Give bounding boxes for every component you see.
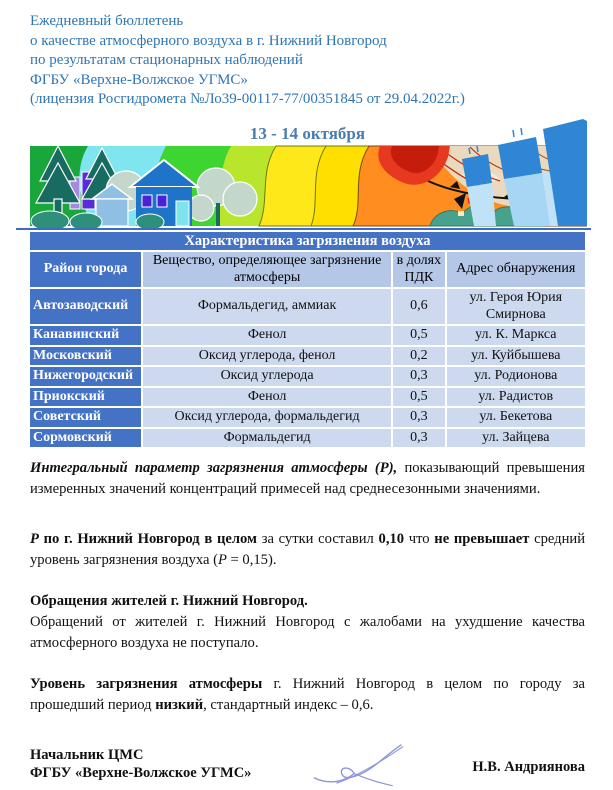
- address-cell: ул. Родионова: [446, 366, 586, 387]
- doc-header-line-5: (лицензия Росгидромета №Ло39-00117-77/00351845 от 29.04.2022г.): [30, 91, 465, 107]
- spacer: [30, 500, 585, 520]
- signer-position-line2: ФГБУ «Верхне-Волжское УГМС»: [30, 765, 252, 781]
- district-cell: Советский: [29, 407, 142, 428]
- address-cell: ул. Зайцева: [446, 428, 586, 449]
- table-row: [29, 325, 586, 346]
- table-title-row: [29, 231, 586, 252]
- substance-cell: Фенол: [142, 387, 392, 408]
- pdk-cell: 0,5: [392, 387, 445, 408]
- signer-position: [30, 746, 251, 782]
- column-header-pdk: в долях ПДК: [392, 251, 445, 288]
- paragraph-integral: [30, 458, 585, 500]
- paragraph-p-value: [30, 529, 585, 571]
- table-row: [29, 428, 586, 449]
- table-header-row: [29, 251, 586, 288]
- table-row: [29, 288, 586, 325]
- address-cell: ул. Куйбышева: [446, 346, 586, 367]
- table-row: [29, 346, 586, 367]
- district-cell: Канавинский: [29, 325, 142, 346]
- doc-header: [30, 12, 585, 110]
- pollution-table: [28, 230, 587, 450]
- paragraph-appeals: [30, 591, 585, 654]
- substance-cell: Формальдегид, аммиак: [142, 288, 392, 325]
- level-bold: Уровень загрязнения атмосферы: [30, 676, 263, 692]
- table-row: [29, 366, 586, 387]
- p-not-exceed: не превышает: [434, 531, 530, 547]
- column-header-address: Адрес обнаружения: [446, 251, 586, 288]
- district-cell: Приокский: [29, 387, 142, 408]
- doc-header-line-2: о качестве атмосферного воздуха в г. Нижний Новгород: [30, 32, 387, 49]
- level-low: низкий: [155, 697, 204, 713]
- pdk-cell: 0,2: [392, 346, 445, 367]
- substance-cell: Формальдегид: [142, 428, 392, 449]
- district-cell: Сормовский: [29, 428, 142, 449]
- column-header-substance: Вещество, определяющее загрязнение атмосферы: [142, 251, 392, 288]
- address-cell: ул. К. Маркса: [446, 325, 586, 346]
- substance-cell: Оксид углерода, формальдегид: [142, 407, 392, 428]
- p-tail1: средний уровень загрязнения воздуха (: [30, 531, 586, 568]
- date-range: 13 - 14 октября: [249, 123, 366, 143]
- integral-rest: показывающий превышения измеренных значений концентраций примесей над среднесезонными значениями.: [30, 460, 585, 497]
- district-cell: Московский: [29, 346, 142, 367]
- spacer: [30, 571, 585, 591]
- p-tail2: = 0,15).: [226, 552, 277, 568]
- signer-name: Н.В. Андриянова: [472, 759, 585, 775]
- level-tail: , стандартный индекс – 0,6.: [203, 697, 374, 713]
- banner: [30, 115, 585, 228]
- table-title: Характеристика загрязнения воздуха: [29, 231, 586, 252]
- p-symbol: Р: [30, 531, 39, 547]
- address-cell: ул. Радистов: [446, 387, 586, 408]
- p-lead: по г. Нижний Новгород в целом: [38, 531, 257, 547]
- district-cell: Автозаводский: [29, 288, 142, 325]
- address-cell: ул. Героя Юрия Смирнова: [446, 288, 586, 325]
- table-row: [29, 407, 586, 428]
- district-cell: Нижегородский: [29, 366, 142, 387]
- substance-cell: Оксид углерода: [142, 366, 392, 387]
- p-mid1: за сутки составил: [257, 531, 379, 547]
- appeals-body: Обращений от жителей г. Нижний Новгород с жалобами на ухудшение качества атмосферного воздуха не поступало.: [30, 614, 585, 651]
- p-symbol2: Р: [217, 552, 227, 568]
- pdk-cell: 0,5: [392, 325, 445, 346]
- signature-block: [30, 746, 585, 790]
- column-header-district: Район города: [29, 251, 142, 288]
- substance-cell: Оксид углерода, фенол: [142, 346, 392, 367]
- pdk-cell: 0,3: [392, 407, 445, 428]
- level-mid: г. Нижний Новгород в целом по городу за прошедший период: [30, 676, 585, 713]
- doc-header-line-1: Ежедневный бюллетень: [30, 13, 184, 29]
- pdk-cell: 0,6: [392, 288, 445, 325]
- table-row: [29, 387, 586, 408]
- address-cell: ул. Бекетова: [446, 407, 586, 428]
- signer-position-line1: Начальник ЦМС: [30, 747, 144, 763]
- p-mid2: что: [404, 531, 435, 547]
- pdk-cell: 0,3: [392, 428, 445, 449]
- p-value: 0,10: [378, 531, 405, 547]
- paragraph-level: [30, 674, 585, 716]
- doc-header-line-4: ФГБУ «Верхне-Волжское УГМС»: [30, 71, 248, 88]
- substance-cell: Фенол: [142, 325, 392, 346]
- spacer: [30, 654, 585, 674]
- doc-header-line-3: по результатам стационарных наблюдений: [30, 52, 303, 68]
- banner-underline: [16, 228, 591, 230]
- integral-lead: Интегральный параметр загрязнения атмосферы (Р),: [30, 460, 398, 476]
- pdk-cell: 0,3: [392, 366, 445, 387]
- appeals-title: Обращения жителей г. Нижний Новгород.: [30, 593, 308, 609]
- handwritten-signature: [302, 738, 422, 790]
